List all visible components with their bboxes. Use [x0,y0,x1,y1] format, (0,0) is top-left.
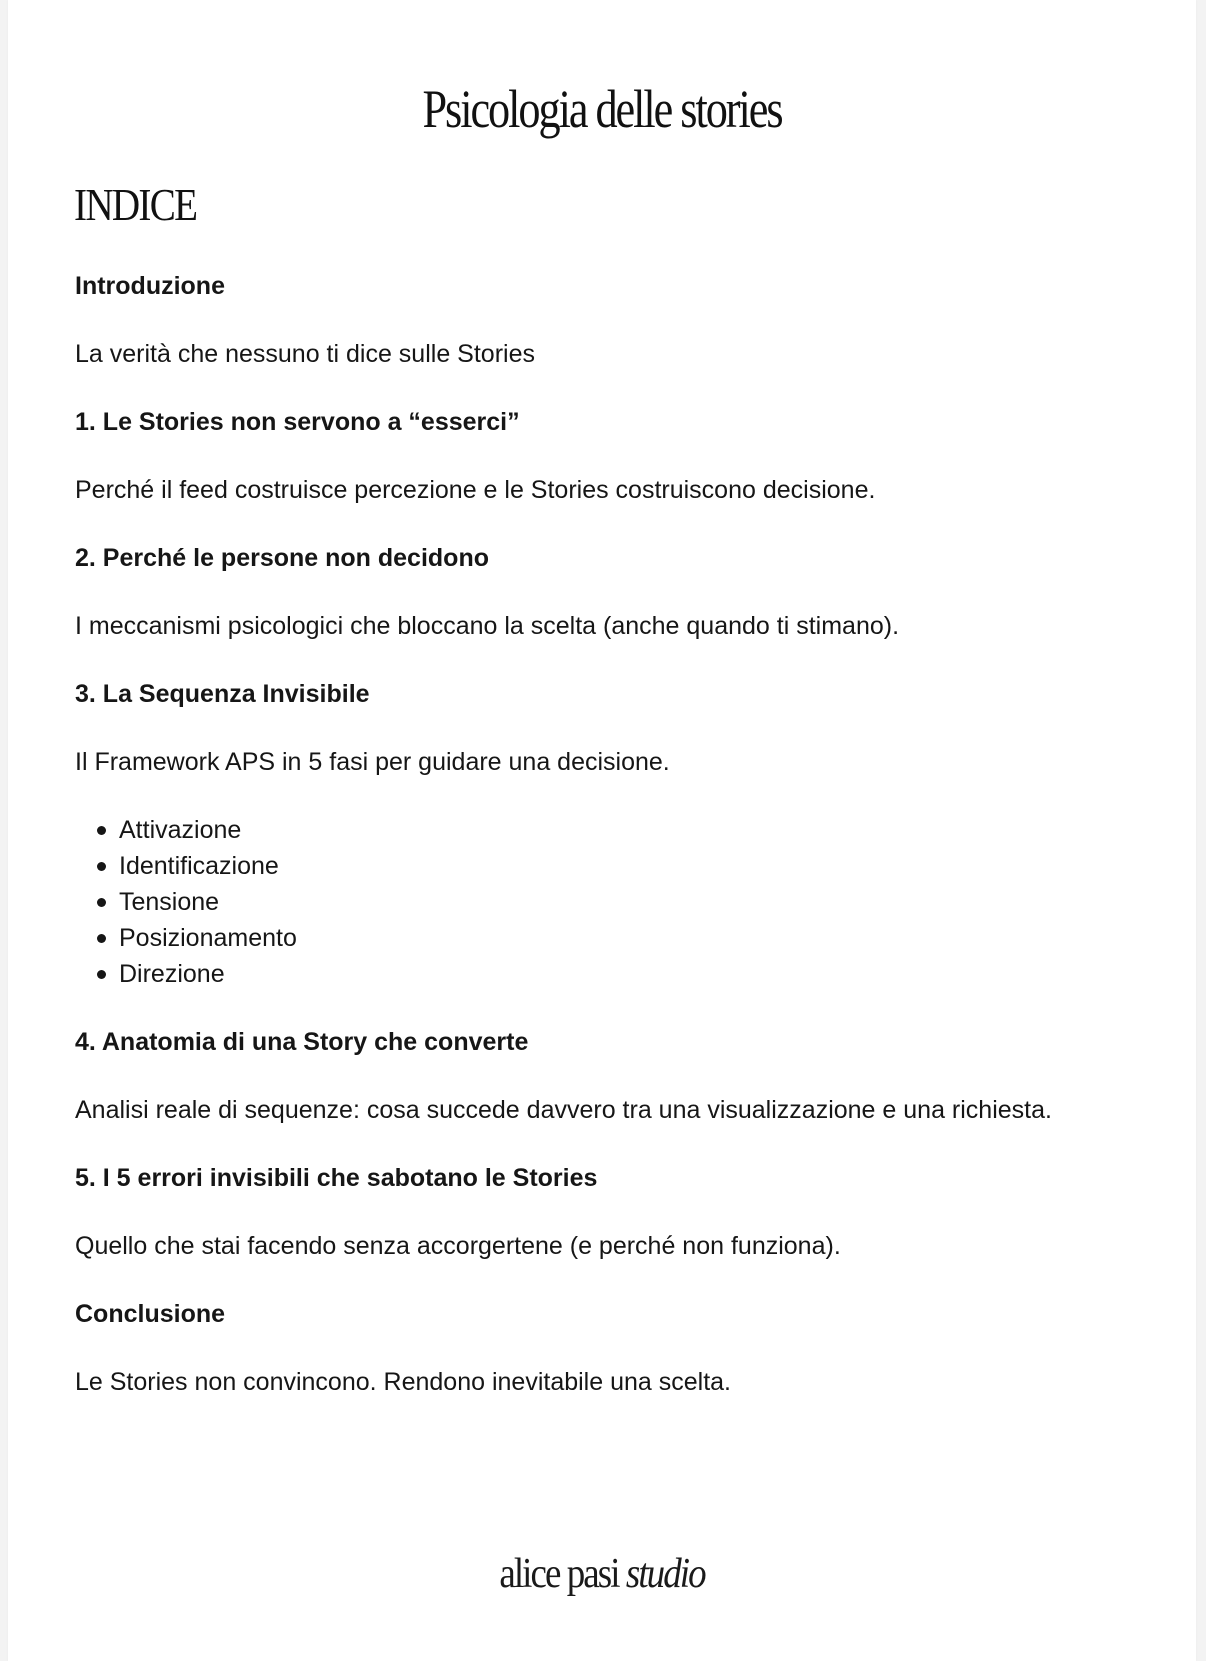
phase-item [97,956,1075,992]
phase-item [97,884,1075,920]
phase-label: Posizionamento [119,924,297,952]
section-desc-2: I meccanismi psicologici che bloccano la scelta (anche quando ti stimano). [75,612,900,640]
section-title-conclusion: Conclusione [75,1300,226,1328]
phase-label: Tensione [119,888,220,916]
phase-label: Attivazione [119,816,242,844]
section-desc-5: Quello che stai facendo senza accorgertene (e perché non funziona). [75,1232,841,1260]
table-of-contents [75,268,1075,1432]
section-title-3: 3. La Sequenza Invisibile [75,680,370,708]
section-desc-intro: La verità che nessuno ti dice sulle Stories [75,340,535,368]
brand-name: alice pasi [499,1551,619,1597]
document-page [8,0,1196,1661]
brand-suffix: studio [625,1551,705,1597]
section-desc-4: Analisi reale di sequenze: cosa succede davvero tra una visualizzazione e una richiesta. [75,1096,1052,1124]
phase-item [97,812,1075,848]
phase-item [97,920,1075,956]
section-desc-conclusion: Le Stories non convincono. Rendono inevitabile una scelta. [75,1368,731,1396]
section-title-5: 5. I 5 errori invisibili che sabotano le Stories [75,1164,598,1192]
phase-label: Direzione [119,960,225,988]
section-title-1: 1. Le Stories non servono a “esserci” [75,408,520,436]
document-title: Psicologia delle stories [422,79,782,139]
bullet-icon [97,826,106,835]
brand-logo [79,1550,1124,1598]
bullet-icon [97,898,106,907]
section-desc-1: Perché il feed costruisce percezione e le Stories costruiscono decisione. [75,476,876,504]
bullet-icon [97,970,106,979]
index-heading: INDICE [74,179,197,230]
section-title-4: 4. Anatomia di una Story che converte [75,1028,529,1056]
bullet-icon [97,862,106,871]
section-desc-3: Il Framework APS in 5 fasi per guidare una decisione. [75,748,670,776]
section-title-2: 2. Perché le persone non decidono [75,544,489,572]
phase-item [97,848,1075,884]
bullet-icon [97,934,106,943]
phases-list [75,812,1075,992]
section-title-intro: Introduzione [75,272,225,300]
phase-label: Identificazione [119,852,279,880]
